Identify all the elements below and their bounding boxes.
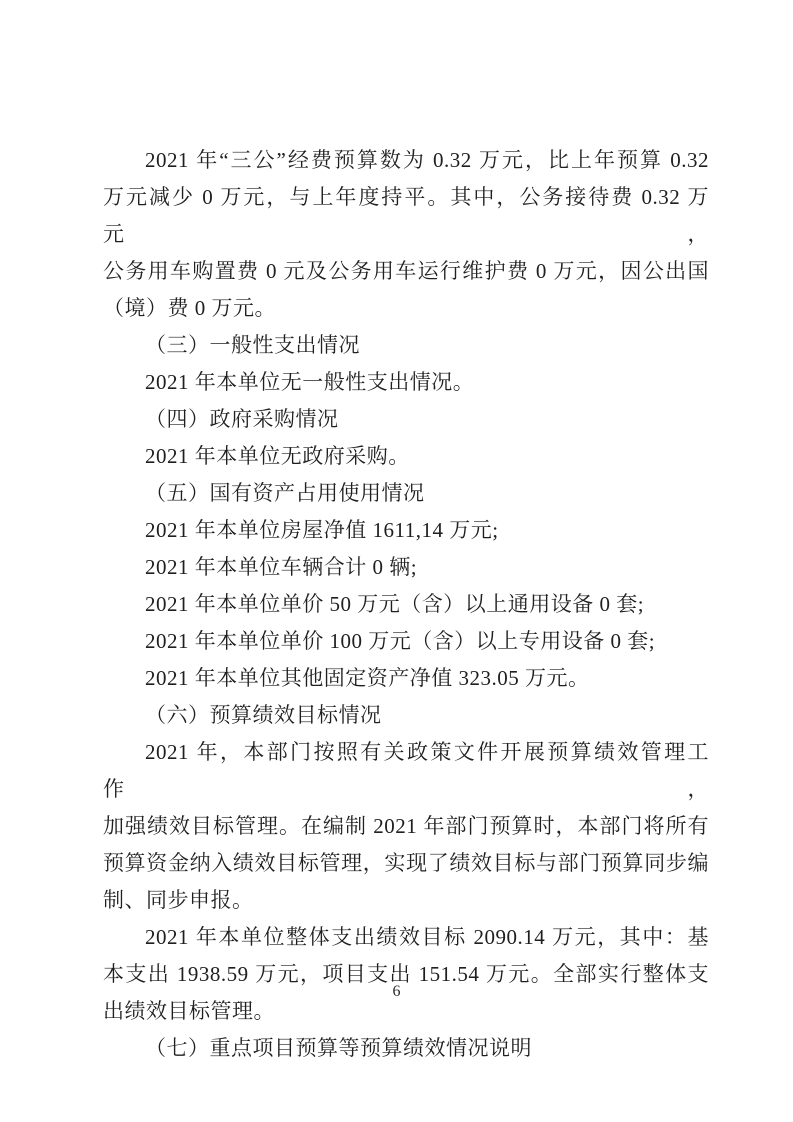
text-line: 加强绩效目标管理。在编制 2021 年部门预算时，本部门将所有 (103, 814, 709, 838)
text-line: 本支出 1938.59 万元，项目支出 151.54 万元。全部实行整体支 (103, 962, 709, 986)
text-line: 2021 年“三公”经费预算数为 0.32 万元，比上年预算 0.32 (145, 148, 709, 172)
page-footer (0, 982, 793, 1002)
text-line: 2021 年本单位无政府采购。 (145, 444, 410, 468)
text-line: 2021 年本单位其他固定资产净值 323.05 万元。 (145, 666, 590, 690)
text-line: 预算资金纳入绩效目标管理，实现了绩效目标与部门预算同步编 (103, 851, 709, 875)
text-line: 2021 年，本部门按照有关政策文件开展预算绩效管理工作， (103, 740, 709, 801)
page-number: 6 (392, 983, 401, 1000)
text-line: （境）费 0 万元。 (103, 296, 276, 320)
section-heading: （六）预算绩效目标情况 (145, 703, 382, 727)
section-heading: （七）重点项目预算等预算绩效情况说明 (145, 1036, 532, 1060)
text-line: 万元减少 0 万元，与上年度持平。其中，公务接待费 0.32 万元， (103, 185, 709, 246)
text-line: 制、同步申报。 (103, 888, 254, 912)
document-body (103, 142, 709, 1067)
section-heading: （三）一般性支出情况 (145, 333, 360, 357)
text-line: 2021 年本单位房屋净值 1611,14 万元; (145, 518, 499, 542)
text-line: 公务用车购置费 0 元及公务用车运行维护费 0 万元，因公出国 (103, 259, 709, 283)
section-heading: （四）政府采购情况 (145, 407, 339, 431)
text-line: 2021 年本单位无一般性支出情况。 (145, 370, 475, 394)
section-heading: （五）国有资产占用使用情况 (145, 481, 425, 505)
text-line: 2021 年本单位整体支出绩效目标 2090.14 万元，其中：基 (145, 925, 709, 949)
text-line: 出绩效目标管理。 (103, 999, 275, 1023)
text-line: 2021 年本单位单价 100 万元（含）以上专用设备 0 套; (145, 629, 656, 653)
text-line: 2021 年本单位单价 50 万元（含）以上通用设备 0 套; (145, 592, 645, 616)
text-line: 2021 年本单位车辆合计 0 辆; (145, 555, 418, 579)
